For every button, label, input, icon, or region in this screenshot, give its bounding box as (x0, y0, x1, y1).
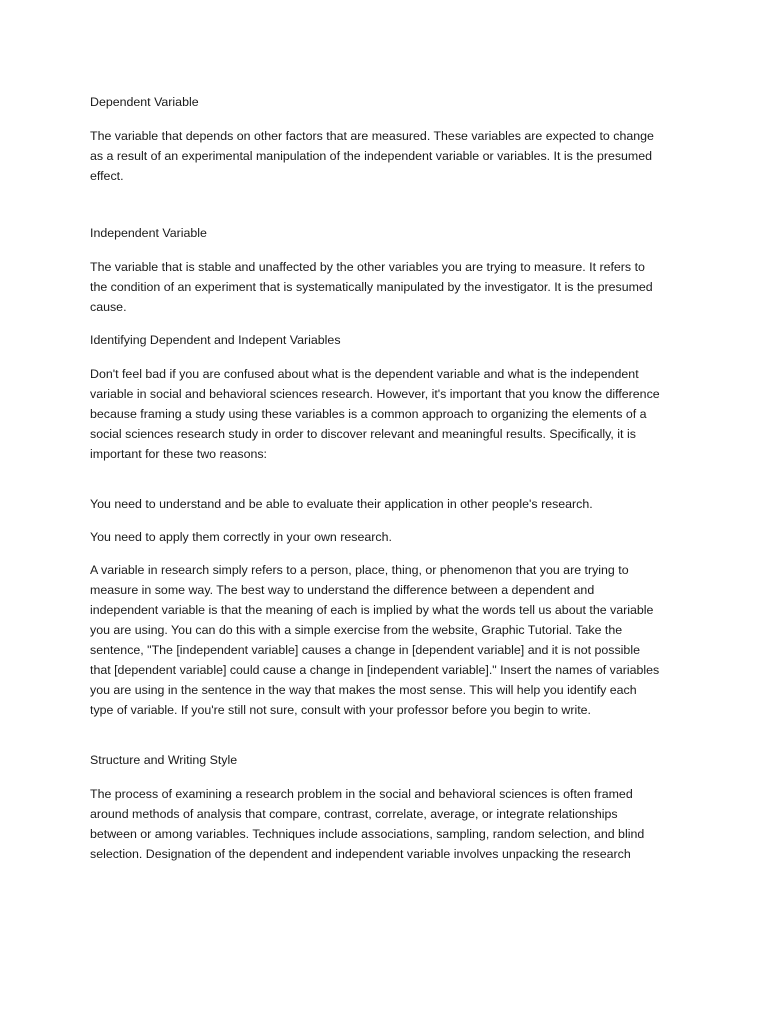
paragraph-dependent-variable-definition: The variable that depends on other factors that are measured. These variables are expected to change as a result of an experimental manipulation of the independent variable or variables. It is the presumed effect. (90, 129, 654, 183)
paragraph-independent-variable-definition: The variable that is stable and unaffected by the other variables you are trying to measure. It refers to the condition of an experiment that is systematically manipulated by the investigator. It is the presumed cause. (90, 260, 653, 314)
section-heading-structure-writing-style: Structure and Writing Style (90, 753, 238, 767)
paragraph-reason-one: You need to understand and be able to evaluate their application in other people's research. (90, 497, 593, 511)
paragraph-reason-two: You need to apply them correctly in your own research. (90, 530, 392, 544)
paragraph-variable-explanation: A variable in research simply refers to a person, place, thing, or phenomenon that you are trying to measure in some way. The best way to understand the difference between a dependent and independent variable is that the meaning of each is implied by what the words tell us about the variable you are using. You can do this with a simple exercise from the website, Graphic Tutorial. Take the sentence, "The [independent variable] causes a change in [dependent variable] and it is not possible that [dependent variable] could cause a change in [independent variable]." Insert the names of variables you are using in the sentence in the way that makes the most sense. This will help you identify each type of variable. If you're still not sure, consult with your professor before you begin to write. (90, 563, 660, 717)
section-heading-independent-variable: Independent Variable (90, 226, 207, 240)
document-page (90, 92, 660, 877)
paragraph-structure-writing-style: The process of examining a research problem in the social and behavioral sciences is often framed around methods of analysis that compare, contrast, correlate, average, or integrate relationships between or among variables. Techniques include associations, sampling, random selection, and blind selection. Designation of the dependent and independent variable involves unpacking the research (90, 787, 645, 861)
section-heading-dependent-variable: Dependent Variable (90, 95, 199, 109)
paragraph-identifying-intro: Don't feel bad if you are confused about what is the dependent variable and what is the independent variable in social and behavioral sciences research. However, it's important that you know the difference because framing a study using these variables is a common approach to organizing the elements of a social sciences research study in order to discover relevant and meaningful results. Specifically, it is important for these two reasons: (90, 367, 660, 461)
section-heading-identifying-variables: Identifying Dependent and Indepent Variables (90, 333, 341, 347)
